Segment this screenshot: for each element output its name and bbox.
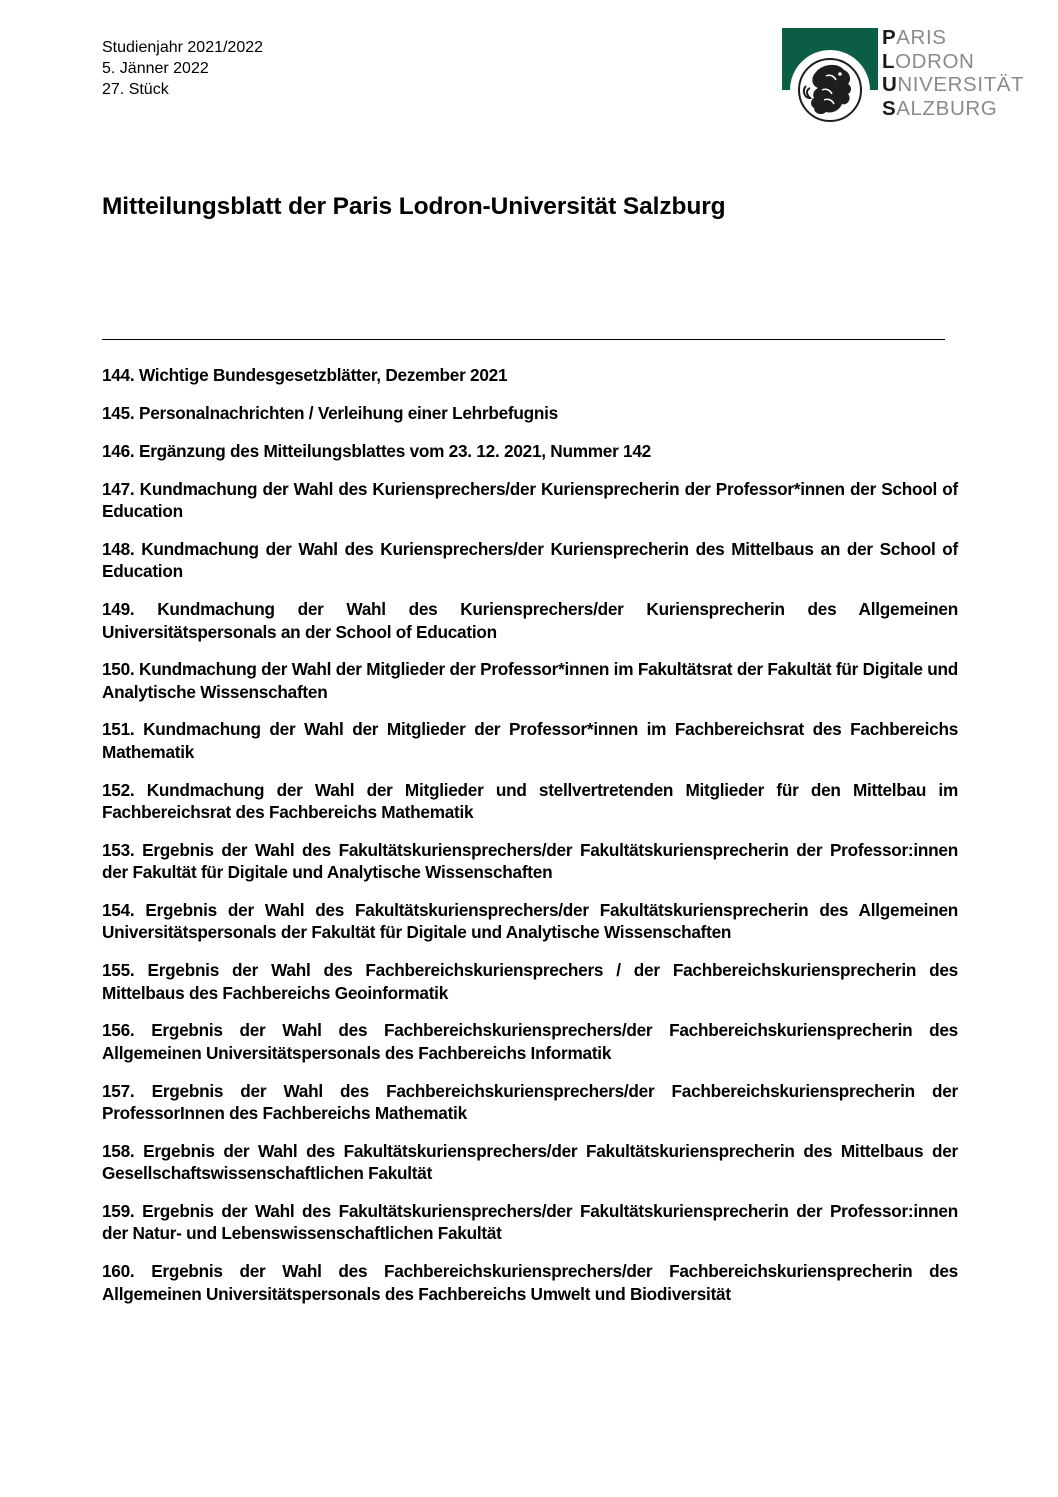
logo-line: SALZBURG <box>882 96 998 120</box>
issue-date: 5. Jänner 2022 <box>102 60 209 77</box>
document-title: Mitteilungsblatt der Paris Lodron-Universität Salzburg <box>102 193 726 220</box>
toc-item[interactable]: 159. Ergebnis der Wahl des Fakultätskuriensprechers/der Fakultätskuriensprecherin der Professor:innen der Natur- und Lebenswissenschaftlichen Fakultät <box>102 1200 958 1244</box>
toc-item[interactable]: 155. Ergebnis der Wahl des Fachbereichskuriensprechers / der Fachbereichskuriensprecherin des Mittelbaus des Fachbereichs Geoinformatik <box>102 960 958 1003</box>
logo-wordmark <box>882 26 1024 120</box>
toc-item[interactable]: 144. Wichtige Bundesgesetzblätter, Dezember 2021 <box>102 365 508 385</box>
toc-item[interactable]: 152. Kundmachung der Wahl der Mitglieder und stellvertretenden Mitglieder für den Mittelbau im Fachbereichsrat des Fachbereichs Mathematik <box>102 779 958 823</box>
toc-item[interactable]: 147. Kundmachung der Wahl des Kuriensprechers/der Kuriensprecherin der Professor*innen der School of Education <box>102 478 958 522</box>
toc-item[interactable]: 149. Kundmachung der Wahl des Kuriensprechers/der Kuriensprecherin des Allgemeinen Universitätspersonals an der School of Education <box>102 599 958 642</box>
toc-item[interactable]: 158. Ergebnis der Wahl des Fakultätskuriensprechers/der Fakultätskuriensprecherin des Mittelbaus der Gesellschaftswissenschaftlichen Fakultät <box>102 1140 958 1184</box>
study-year: Studienjahr 2021/2022 <box>102 39 264 56</box>
divider <box>102 339 945 340</box>
toc-item[interactable]: 148. Kundmachung der Wahl des Kuriensprechers/der Kuriensprecherin des Mittelbaus an der School of Education <box>102 538 958 582</box>
issue-number: 27. Stück <box>102 81 169 98</box>
toc-item[interactable]: 150. Kundmachung der Wahl der Mitglieder der Professor*innen im Fakultätsrat der Fakultät für Digitale und Analytische Wissenschaften <box>102 659 958 702</box>
toc-item[interactable]: 151. Kundmachung der Wahl der Mitglieder der Professor*innen im Fachbereichsrat des Fachbereichs Mathematik <box>102 719 958 762</box>
logo-line: PARIS <box>882 26 947 49</box>
toc-item[interactable]: 156. Ergebnis der Wahl des Fachbereichskuriensprechers/der Fachbereichskuriensprecherin des Allgemeinen Universitätspersonals des Fachbereichs Informatik <box>102 1020 958 1063</box>
toc-item[interactable]: 145. Personalnachrichten / Verleihung einer Lehrbefugnis <box>102 402 558 423</box>
university-logo <box>782 28 1042 128</box>
toc-item[interactable]: 154. Ergebnis der Wahl des Fakultätskuriensprechers/der Fakultätskuriensprecherin des Allgemeinen Universitätspersonals der Fakultät für Digitale und Analytische Wissenschaften <box>102 899 958 943</box>
table-of-contents <box>102 364 958 1320</box>
issue-meta <box>102 37 263 100</box>
toc-item[interactable]: 160. Ergebnis der Wahl des Fachbereichskuriensprechers/der Fachbereichskuriensprecherin des Allgemeinen Universitätspersonals des Fachbereichs Umwelt und Biodiversität <box>102 1261 958 1304</box>
toc-item[interactable]: 153. Ergebnis der Wahl des Fakultätskuriensprechers/der Fakultätskuriensprecherin der Professor:innen der Fakultät für Digitale und Analytische Wissenschaften <box>102 839 958 883</box>
logo-line: LODRON <box>882 49 975 73</box>
toc-item[interactable]: 146. Ergänzung des Mitteilungsblattes vom 23. 12. 2021, Nummer 142 <box>102 440 651 461</box>
lion-seal-icon <box>782 28 878 124</box>
logo-line: UNIVERSITÄT <box>882 73 1025 96</box>
toc-item[interactable]: 157. Ergebnis der Wahl des Fachbereichskuriensprechers/der Fachbereichskuriensprecherin der ProfessorInnen des Fachbereichs Mathematik <box>102 1080 958 1124</box>
